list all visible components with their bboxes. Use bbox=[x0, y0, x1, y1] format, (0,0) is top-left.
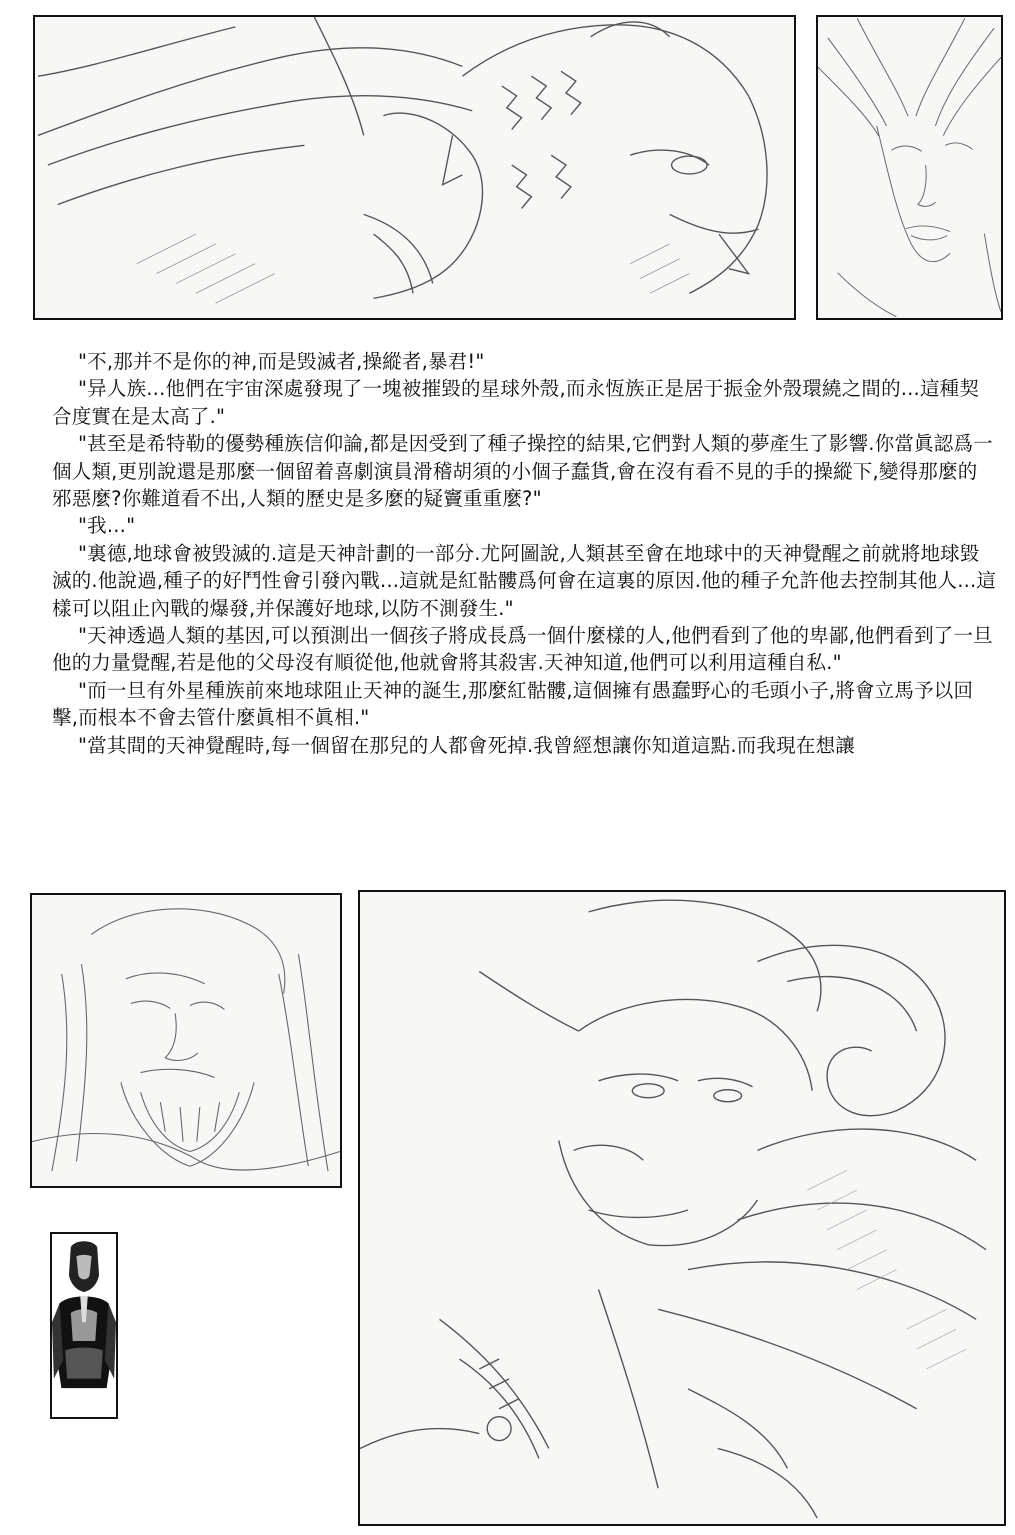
paragraph: "而一旦有外星種族前來地球阻止天神的誕生,那麼紅骷髏,這個擁有愚蠢野心的毛頭小子,將會立馬予以回擊,而根本不會去管什麼眞相不眞相." bbox=[52, 678, 974, 730]
armored-figure-illustration bbox=[52, 1234, 116, 1417]
panel-ram-horned-figure bbox=[358, 890, 1006, 1526]
paragraph: "我..." bbox=[78, 514, 136, 538]
panel-armored-figure bbox=[50, 1232, 118, 1419]
panel-woman-face bbox=[816, 15, 1003, 320]
paragraph: "當其間的天神覺醒時,每一個留在那兒的人都會死掉.我曾經想讓你知道這點.而我現在想讓 bbox=[78, 733, 855, 757]
ram-horned-figure-illustration bbox=[360, 892, 1004, 1524]
paragraph: "不,那并不是你的神,而是毁滅者,操縱者,暴君!" bbox=[78, 350, 485, 373]
panel-winged-creature bbox=[33, 15, 796, 320]
paragraph: "异人族...他們在宇宙深處發現了一塊被摧毀的星球外殼,而永恆族正是居于振金外殼環繞之間的...這種契合度實在是太高了." bbox=[52, 377, 980, 428]
paragraph: "甚至是希特勒的優勢種族信仰論,都是因受到了種子操控的結果,它們對人類的夢產生了影響.你當眞認爲一個人類,更別說還是那麼一個留着喜劇演員滑稽胡須的小個子蠢貨,會在沒有看不見的手的操縱下,變得那麼的邪惡麼?你難道看不出,人類的歷史是多麼的疑竇重重麼?" bbox=[52, 432, 993, 511]
paragraph: "裏德,地球會被毁滅的.這是天神計劃的一部分.尤阿圖說,人類甚至會在地球中的天神覺醒之前就將地球毀滅的.他說過,種子的好鬥性會引發內戰...這就是紅骷髏爲何會在這裏的原因.他的種子允許他去控制其他人...這樣可以阻止內戰的爆發,并保護好地球,以防不測發生." bbox=[52, 541, 997, 620]
bearded-man-illustration bbox=[32, 895, 340, 1186]
narration-text bbox=[52, 348, 997, 759]
paragraph: "天神透過人類的基因,可以預測出一個孩子將成長爲一個什麼樣的人,他們看到了他的卑鄙,他們看到了一旦他的力量覺醒,若是他的父母沒有順從他,他就會將其殺害.天神知道,他們可以利用這種自私." bbox=[52, 624, 993, 675]
panel-bearded-man bbox=[30, 893, 342, 1188]
winged-creature-illustration bbox=[35, 17, 794, 318]
woman-face-illustration bbox=[818, 17, 1001, 318]
